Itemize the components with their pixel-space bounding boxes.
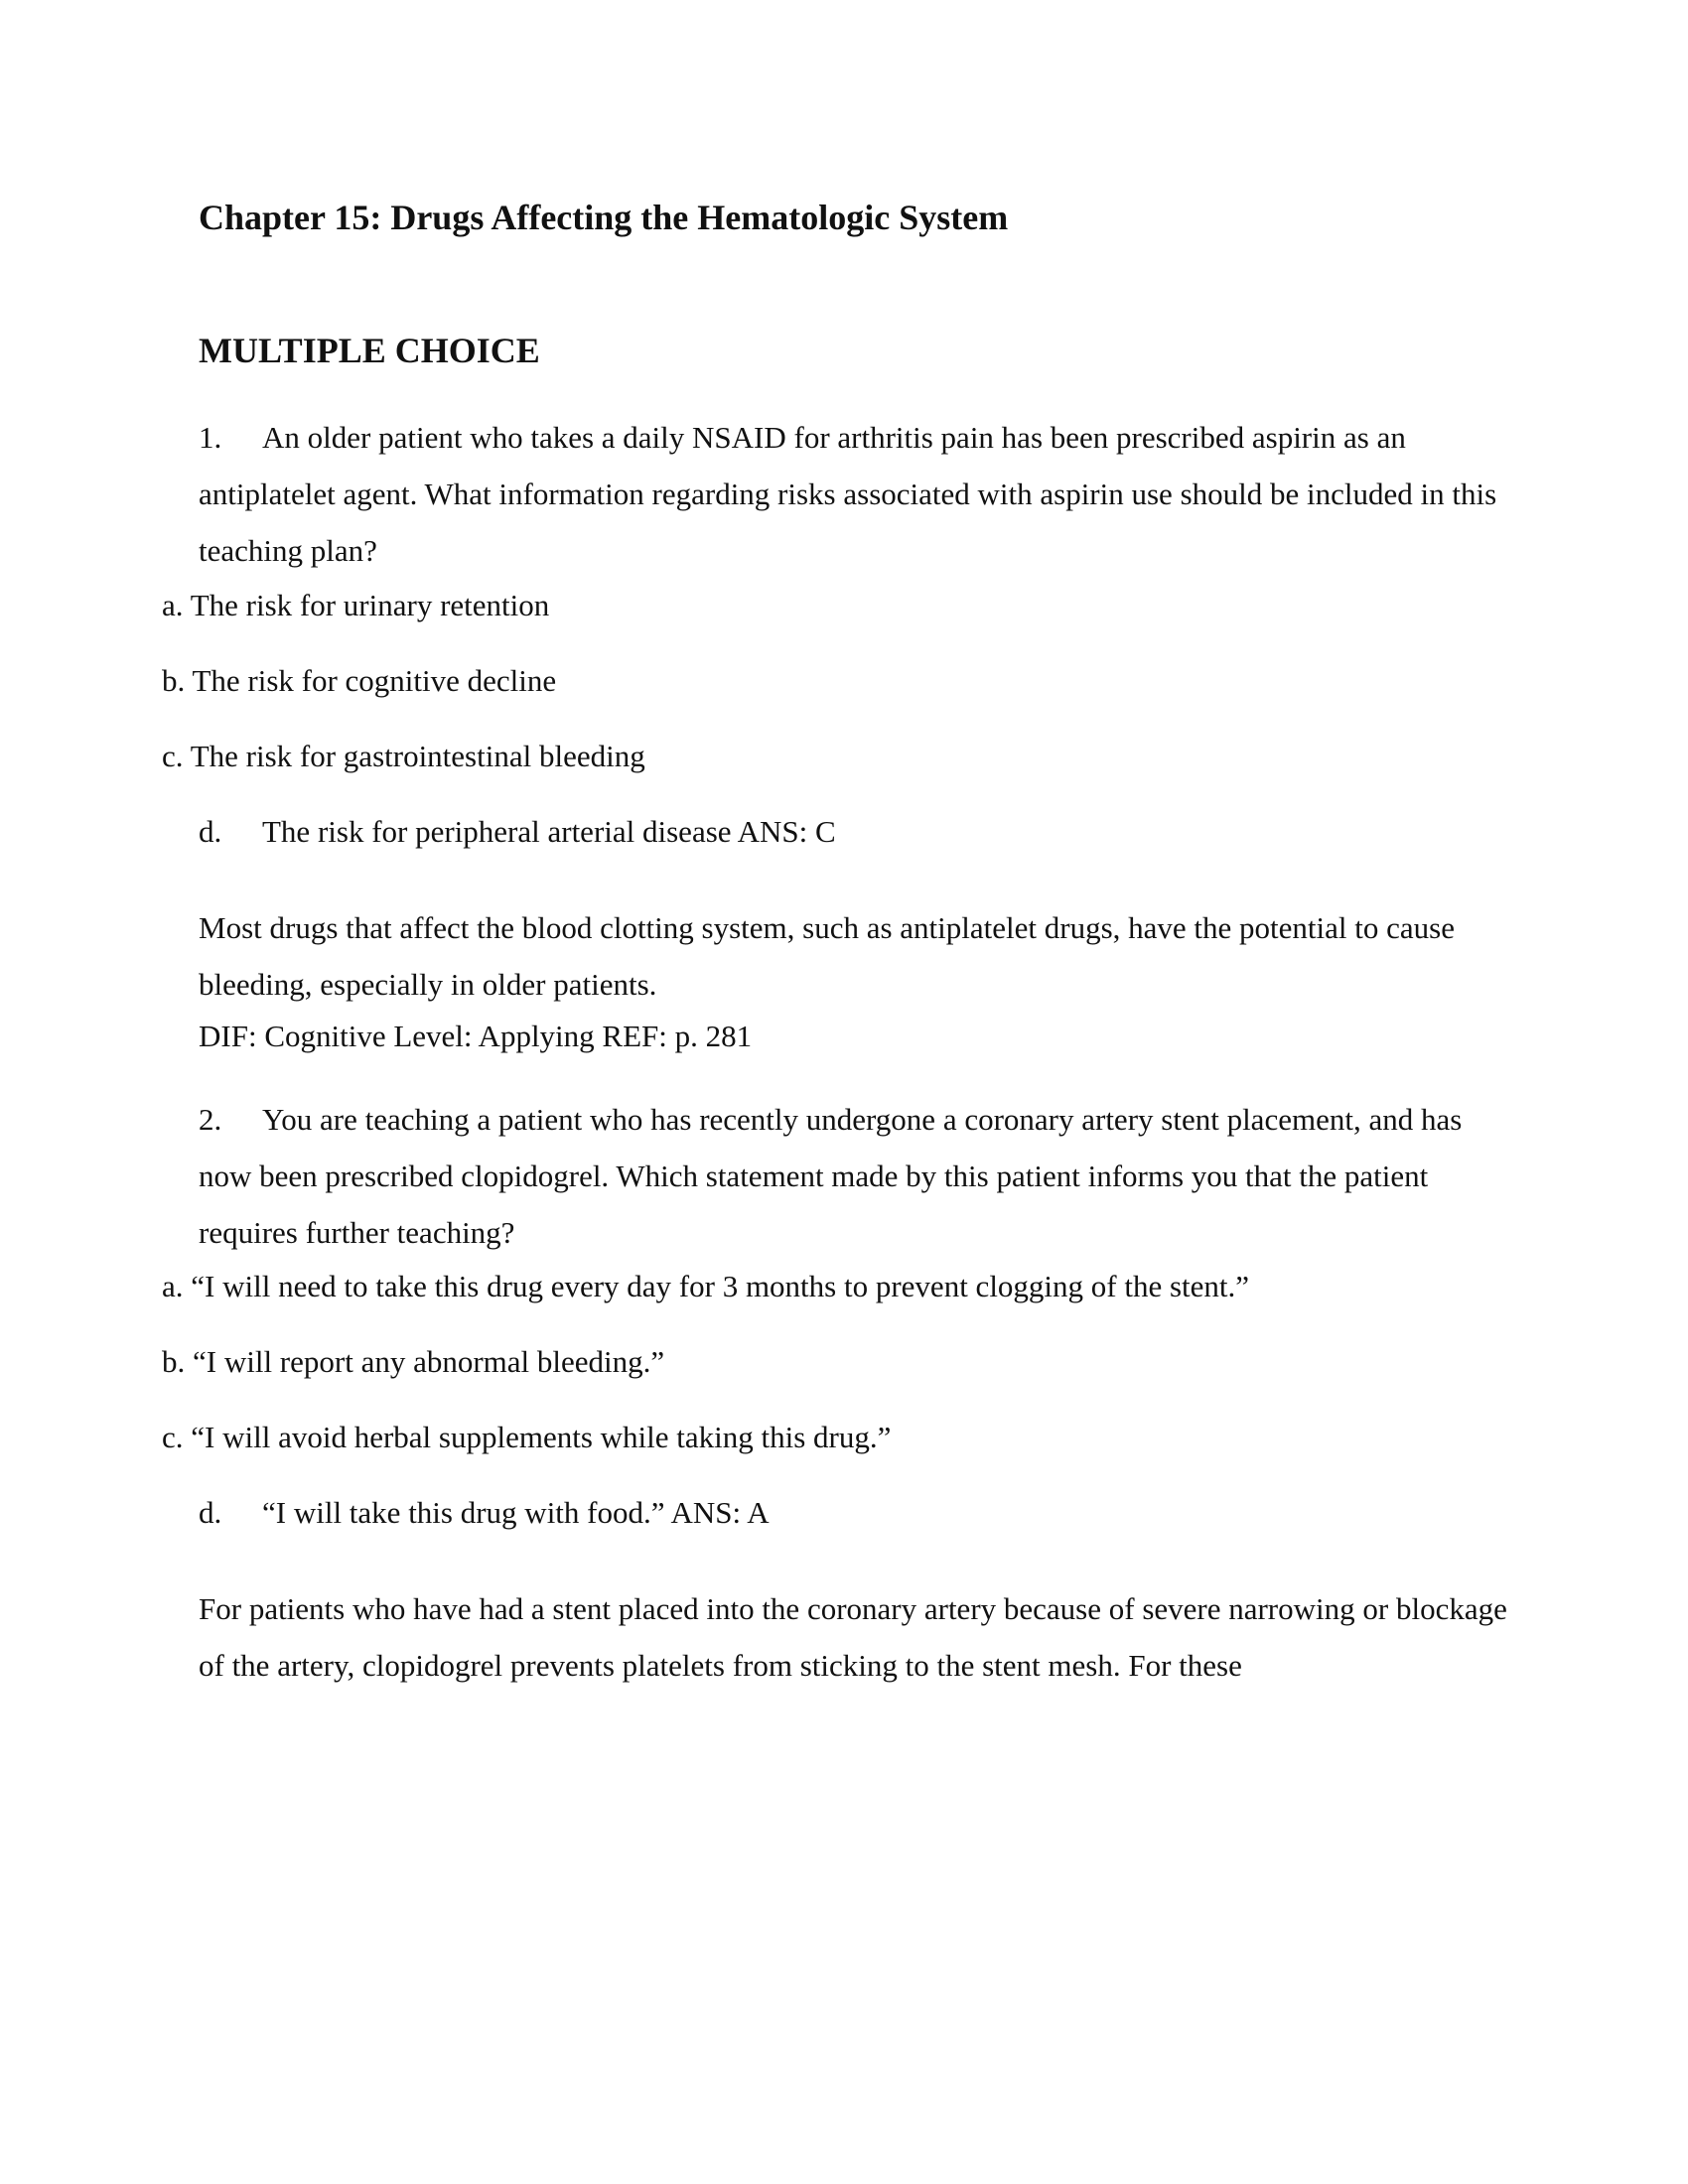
question-2-stem xyxy=(199,1091,1509,1261)
option-letter: d. xyxy=(199,1495,222,1530)
question-1-meta: DIF: Cognitive Level: Applying REF: p. 281 xyxy=(199,1019,753,1053)
option-letter: b. xyxy=(162,663,186,698)
question-1-stem xyxy=(199,409,1509,579)
option-letter: a. xyxy=(162,588,184,622)
option-text: “I will report any abnormal bleeding.” xyxy=(193,1344,665,1379)
question-number: 2. xyxy=(199,1102,222,1137)
option-letter: b. xyxy=(162,1344,186,1379)
question-text: You are teaching a patient who has recently undergone a coronary artery stent placement, and has now been prescribed clopidogrel. Which statement made by this patient informs you that the patient requires further teaching? xyxy=(199,1102,1463,1250)
question-2-option-a xyxy=(162,1267,1249,1306)
question-text: An older patient who takes a daily NSAID for arthritis pain has been prescribed aspirin as an antiplatelet agent. What information regarding risks associated with aspirin use should be included in this teaching plan? xyxy=(199,420,1497,568)
question-1-option-c xyxy=(162,737,645,776)
question-2-option-c xyxy=(162,1418,891,1457)
option-text: “I will avoid herbal supplements while taking this drug.” xyxy=(191,1420,892,1454)
option-text: The risk for cognitive decline xyxy=(192,663,557,698)
question-1-option-d xyxy=(199,812,836,852)
option-letter: c. xyxy=(162,1420,184,1454)
question-2-option-b xyxy=(162,1342,664,1382)
option-text: “I will need to take this drug every day for 3 months to prevent clogging of the stent.” xyxy=(191,1269,1250,1303)
question-1-option-b xyxy=(162,661,556,701)
chapter-title: Chapter 15: Drugs Affecting the Hematologic System xyxy=(199,198,1009,237)
option-text: The risk for peripheral arterial disease ANS: C xyxy=(262,814,836,849)
option-text: “I will take this drug with food.” ANS: A xyxy=(262,1495,770,1530)
option-letter: c. xyxy=(162,739,184,773)
option-letter: a. xyxy=(162,1269,184,1303)
section-title: MULTIPLE CHOICE xyxy=(199,331,540,370)
question-1-rationale: Most drugs that affect the blood clotting system, such as antiplatelet drugs, have the potential to cause bleeding, especially in older patients. xyxy=(199,910,1455,1002)
option-letter: d. xyxy=(199,814,222,849)
option-text: The risk for gastrointestinal bleeding xyxy=(190,739,645,773)
option-text: The risk for urinary retention xyxy=(190,588,550,622)
question-1-option-a xyxy=(162,586,549,625)
question-2-option-d xyxy=(199,1493,770,1533)
question-2-rationale: For patients who have had a stent placed into the coronary artery because of severe narrowing or blockage of the artery, clopidogrel prevents platelets from sticking to the stent mesh. For these xyxy=(199,1591,1507,1683)
question-number: 1. xyxy=(199,420,222,455)
